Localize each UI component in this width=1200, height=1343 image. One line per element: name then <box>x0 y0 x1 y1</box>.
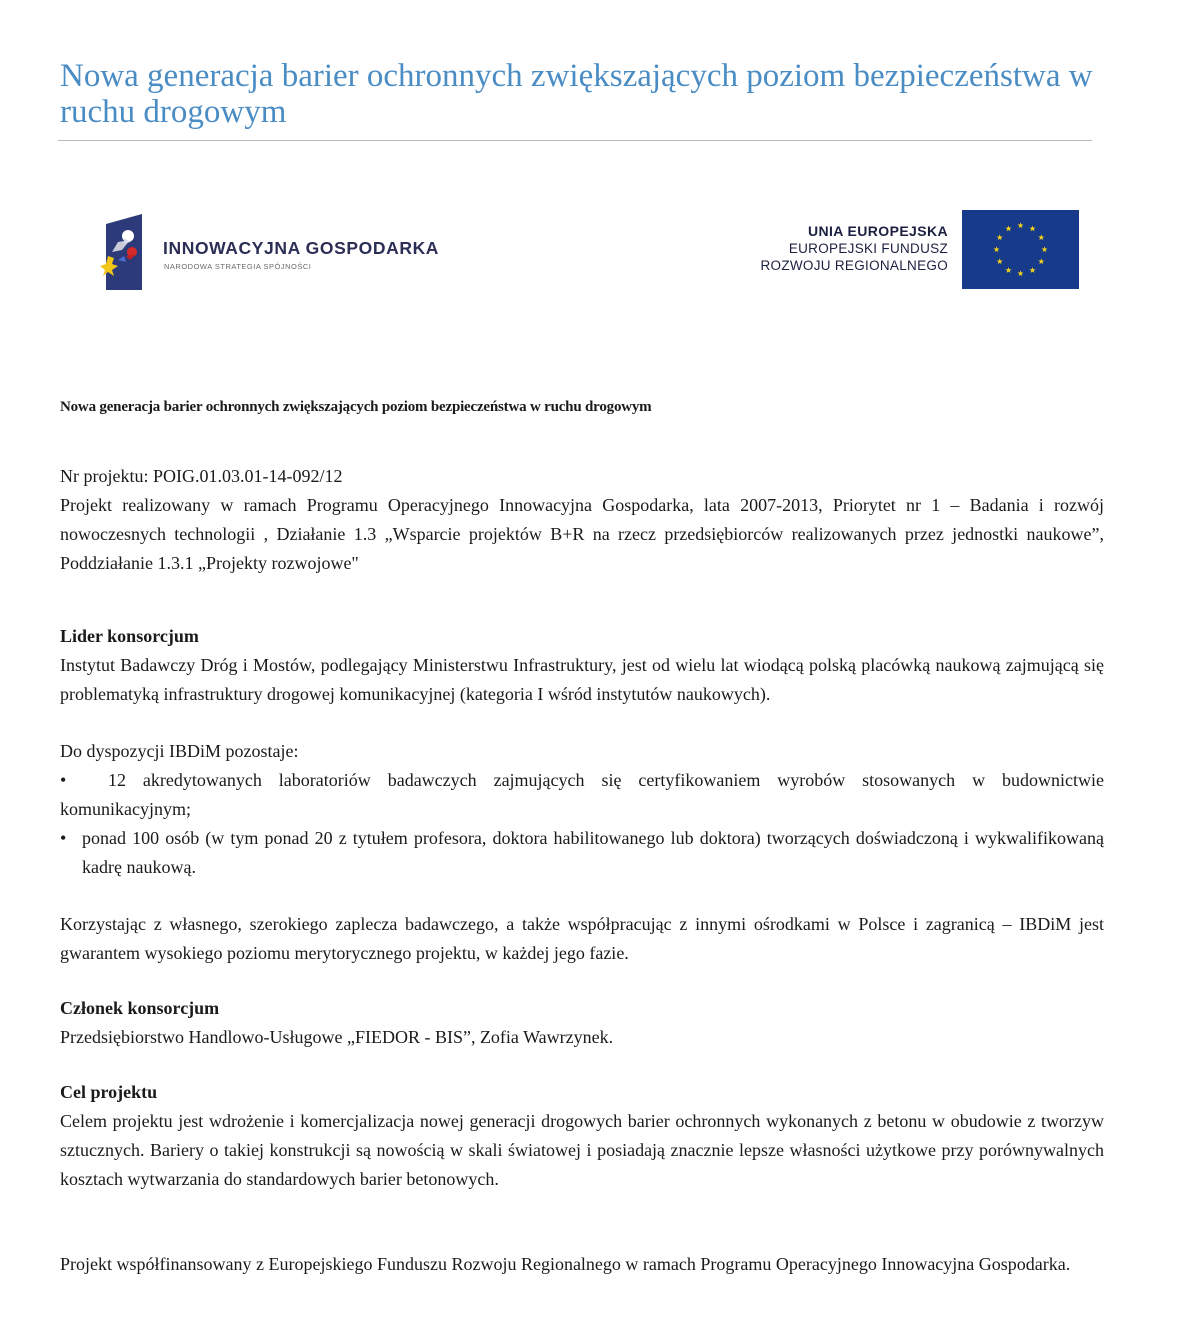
funding-section <box>60 1250 1104 1279</box>
eu-star-icon <box>993 246 999 252</box>
goal-heading: Cel projektu <box>60 1082 158 1102</box>
header-divider <box>58 140 1092 141</box>
bullet-mark: • <box>60 770 67 790</box>
project-number: Nr projektu: POIG.01.03.01-14-092/12 <box>60 466 343 486</box>
member-section <box>60 994 1104 1052</box>
eu-star-icon <box>1041 246 1047 252</box>
document-content <box>60 380 1104 1279</box>
innowacyjna-gospodarka-emblem-icon <box>100 212 148 292</box>
member-text: Przedsiębiorstwo Handlowo-Usługowe „FIEDOR - BIS”, Zofia Wawrzynek. <box>60 1027 614 1047</box>
eu-logo-text <box>760 222 948 274</box>
eu-star-icon <box>1017 270 1023 276</box>
innowacyjna-gospodarka-logo <box>100 212 460 292</box>
project-info-section <box>60 462 1104 578</box>
leader-text: Instytut Badawczy Dróg i Mostów, podlegający Ministerstwu Infrastruktury, jest od wielu lat wiodącą polską placówką naukową zajmującą się problematyką infrastruktury drogowej komunikacyjnej (kategoria I wśród instytutów naukowych). <box>60 655 1104 704</box>
eu-star-icon <box>1038 234 1044 240</box>
disposal-section <box>60 737 1104 882</box>
eu-star-icon <box>997 234 1003 240</box>
eu-star-icon <box>1029 226 1035 232</box>
resources-section <box>60 910 1104 968</box>
eu-logo-line1: UNIA EUROPEJSKA <box>807 223 948 239</box>
member-heading: Członek konsorcjum <box>60 998 220 1018</box>
bullet-mark: • <box>60 828 67 848</box>
eu-star-icon <box>1005 226 1011 232</box>
innowacyjna-gospodarka-name: INNOWACYJNA GOSPODARKA <box>163 238 440 258</box>
eu-star-icon <box>1038 258 1044 264</box>
eu-star-icon <box>1017 222 1023 228</box>
innowacyjna-gospodarka-subtitle: NARODOWA STRATEGIA SPÓJNOŚCI <box>164 262 312 271</box>
eu-logo-line3: ROZWOJU REGIONALNEGO <box>760 258 948 273</box>
eu-flag-icon <box>962 210 1079 289</box>
leader-section <box>60 622 1104 709</box>
eu-stars-icon <box>962 210 1079 289</box>
disposal-intro: Do dyspozycji IBDiM pozostaje: <box>60 741 299 761</box>
project-description: Projekt realizowany w ramach Programu Operacyjnego Innowacyjna Gospodarka, lata 2007-2013, Priorytet nr 1 – Badania i rozwój nowoczesnych technologii , Działanie 1.3 „Wsparcie projektów B+R na rzecz przedsiębiorców realizowanych przez jednostki naukowe”, Poddziałanie 1.3.1 „Projekty rozwojowe" <box>60 495 1104 573</box>
list-item-text: ponad 100 osób (w tym ponad 20 z tytułem profesora, doktora habilitowanego lub doktora) tworzących doświadczoną i wykwalifikowaną kadrę naukową. <box>82 828 1104 877</box>
goal-section <box>60 1078 1104 1194</box>
list-item <box>60 824 1104 882</box>
resources-text: Korzystając z własnego, szerokiego zaplecza badawczego, a także współpracując z innymi ośrodkami w Polsce i zagranicą – IBDiM jest gwarantem wysokiego poziomu merytorycznego projektu, w każdej jego fazie. <box>60 914 1104 963</box>
page-title: Nowa generacja barier ochronnych zwiększających poziom bezpieczeństwa w ruchu drogowym <box>60 58 1093 130</box>
eu-star-icon <box>1029 267 1035 273</box>
list-item <box>60 766 1104 824</box>
eu-star-icon <box>997 258 1003 264</box>
goal-text: Celem projektu jest wdrożenie i komercjalizacja nowej generacji drogowych barier ochronnych wykonanych z betonu w obudowie z tworzyw sztucznych. Bariery o takiej konstrukcji są nowością w skali światowej i posiadają znacznie lepsze własności użytkowe przy porównywalnych kosztach wytwarzania do standardowych barier betonowych. <box>60 1111 1104 1189</box>
eu-star-icon <box>1005 267 1011 273</box>
eu-logo-line2: EUROPEJSKI FUNDUSZ <box>788 241 948 256</box>
document-subtitle: Nowa generacja barier ochronnych zwiększających poziom bezpieczeństwa w ruchu drogowym <box>60 399 652 415</box>
list-item-text: 12 akredytowanych laboratoriów badawczych zajmujących się certyfikowaniem wyrobów stosowanych w budownictwie komunikacyjnym; <box>60 770 1104 819</box>
leader-heading: Lider konsorcjum <box>60 626 199 646</box>
funding-text: Projekt współfinansowany z Europejskiego Funduszu Rozwoju Regionalnego w ramach Programu Operacyjnego Innowacyjna Gospodarka. <box>60 1254 1071 1274</box>
